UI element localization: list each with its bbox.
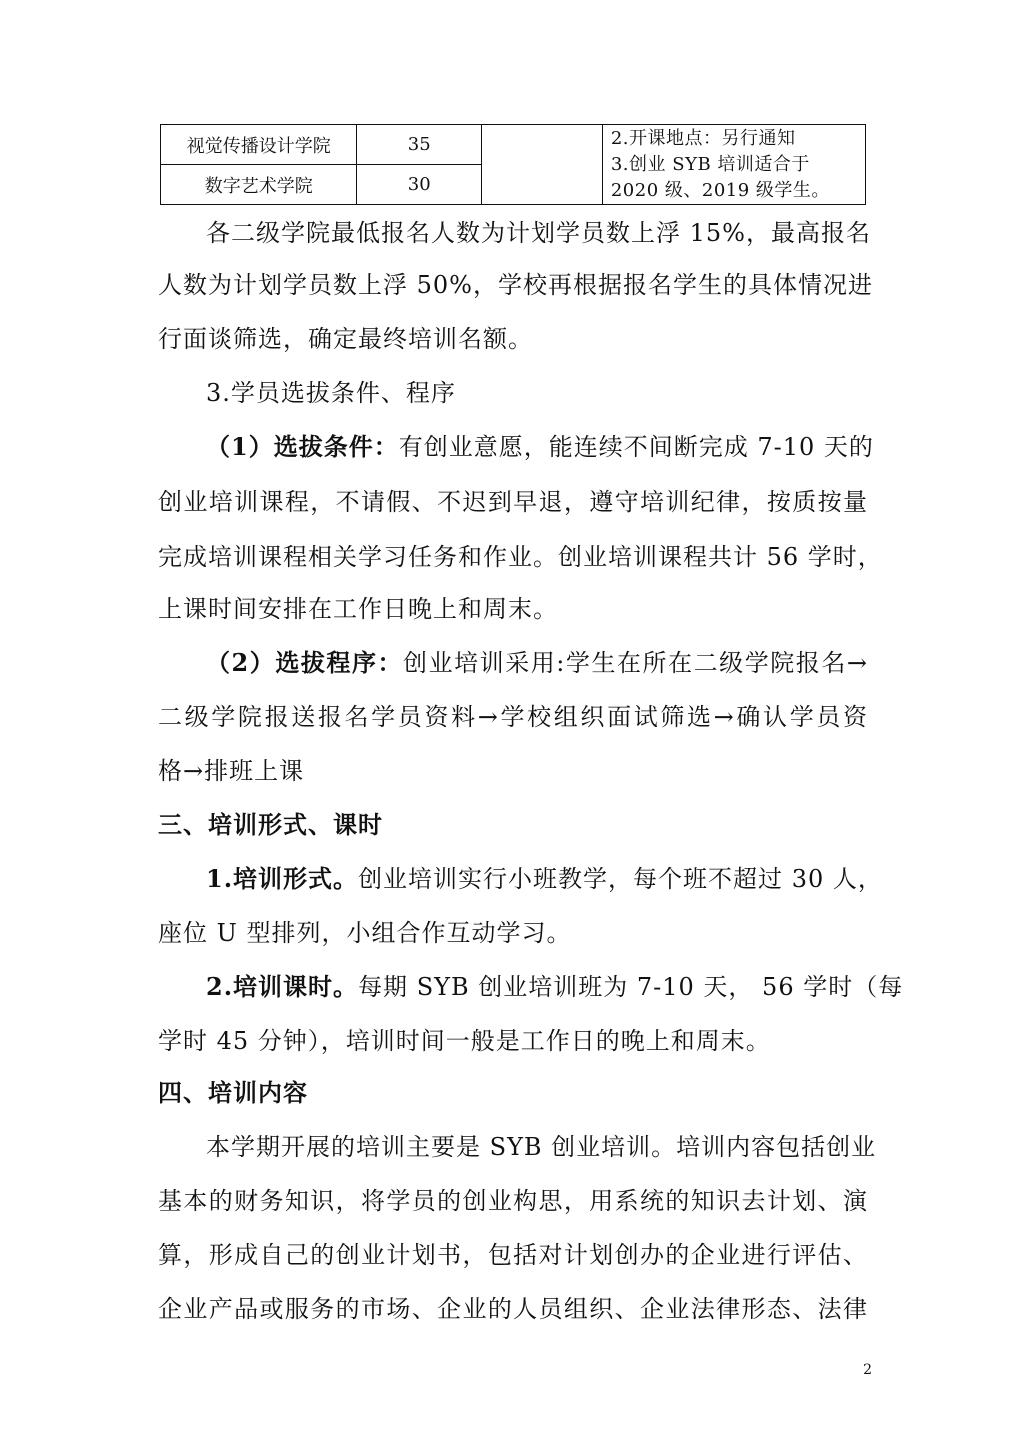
paragraph-line: 学时 45 分钟），培训时间一般是工作日的晚上和周末。 — [158, 1027, 771, 1055]
paragraph-line: 行面谈筛选，确定最终培训名额。 — [158, 325, 533, 353]
note-line: 2020 级、2019 级学生。 — [610, 179, 830, 201]
paragraph-line: 二级学院报送报名学员资料→学校组织面试筛选→确认学员资 — [158, 703, 868, 731]
table-row — [161, 125, 866, 165]
paragraph-line: 企业产品或服务的市场、企业的人员组织、企业法律形态、法律 — [158, 1295, 868, 1323]
college-cell: 视觉传播设计学院 — [161, 125, 357, 165]
subheading: 3.学员选拔条件、程序 — [206, 379, 456, 407]
note-line: 2.开课地点：另行通知 — [610, 127, 796, 149]
page-number: 2 — [863, 1362, 872, 1378]
lead-text: 2.培训课时。 — [206, 972, 359, 1001]
count-cell: 30 — [357, 165, 481, 205]
college-cell: 数字艺术学院 — [161, 165, 357, 205]
lead-text: （1）选拔条件： — [206, 432, 399, 461]
paragraph-line: 本学期开展的培训主要是 SYB 创业培训。培训内容包括创业 — [206, 1133, 877, 1161]
lead-text: （2）选拔程序： — [206, 648, 404, 677]
lead-text: 1.培训形式。 — [206, 864, 359, 893]
paragraph-line — [206, 432, 874, 462]
section-heading: 三、培训形式、课时 — [158, 810, 383, 839]
paragraph-line: 基本的财务知识，将学员的创业构思，用系统的知识去计划、演 — [158, 1187, 868, 1215]
lead-rest: 有创业意愿，能连续不间断完成 7-10 天的 — [398, 433, 874, 461]
paragraph-line — [206, 648, 868, 678]
lead-rest: 创业培训采用:学生在所在二级学院报名→ — [403, 649, 868, 677]
paragraph-line: 人数为计划学员数上浮 50%，学校再根据报名学生的具体情况进 — [158, 271, 873, 299]
paragraph-line: 座位 U 型排列，小组合作互动学习。 — [158, 919, 572, 947]
paragraph-line — [206, 864, 883, 894]
lead-rest: 创业培训实行小班教学，每个班不超过 30 人， — [358, 865, 883, 893]
empty-cell — [481, 125, 602, 205]
paragraph-line — [206, 972, 904, 1002]
notes-cell — [602, 125, 865, 205]
paragraph-line: 完成培训课程相关学习任务和作业。创业培训课程共计 56 学时， — [158, 543, 883, 571]
paragraph-line: 各二级学院最低报名人数为计划学员数上浮 15%，最高报名 — [206, 219, 871, 247]
note-line: 3.创业 SYB 培训适合于 — [610, 153, 810, 175]
paragraph-line: 创业培训课程，不请假、不迟到早退，遵守培训纪律，按质按量 — [158, 488, 868, 516]
paragraph-line: 算，形成自己的创业计划书，包括对计划创办的企业进行评估、 — [158, 1241, 868, 1269]
lead-rest: 每期 SYB 创业培训班为 7-10 天， 56 学时（每 — [358, 973, 904, 1001]
count-cell: 35 — [357, 125, 481, 165]
paragraph-line: 上课时间安排在工作日晚上和周末。 — [158, 595, 558, 623]
quota-table — [160, 124, 866, 205]
section-heading: 四、培训内容 — [158, 1078, 308, 1107]
paragraph-line: 格→排班上课 — [158, 757, 305, 785]
